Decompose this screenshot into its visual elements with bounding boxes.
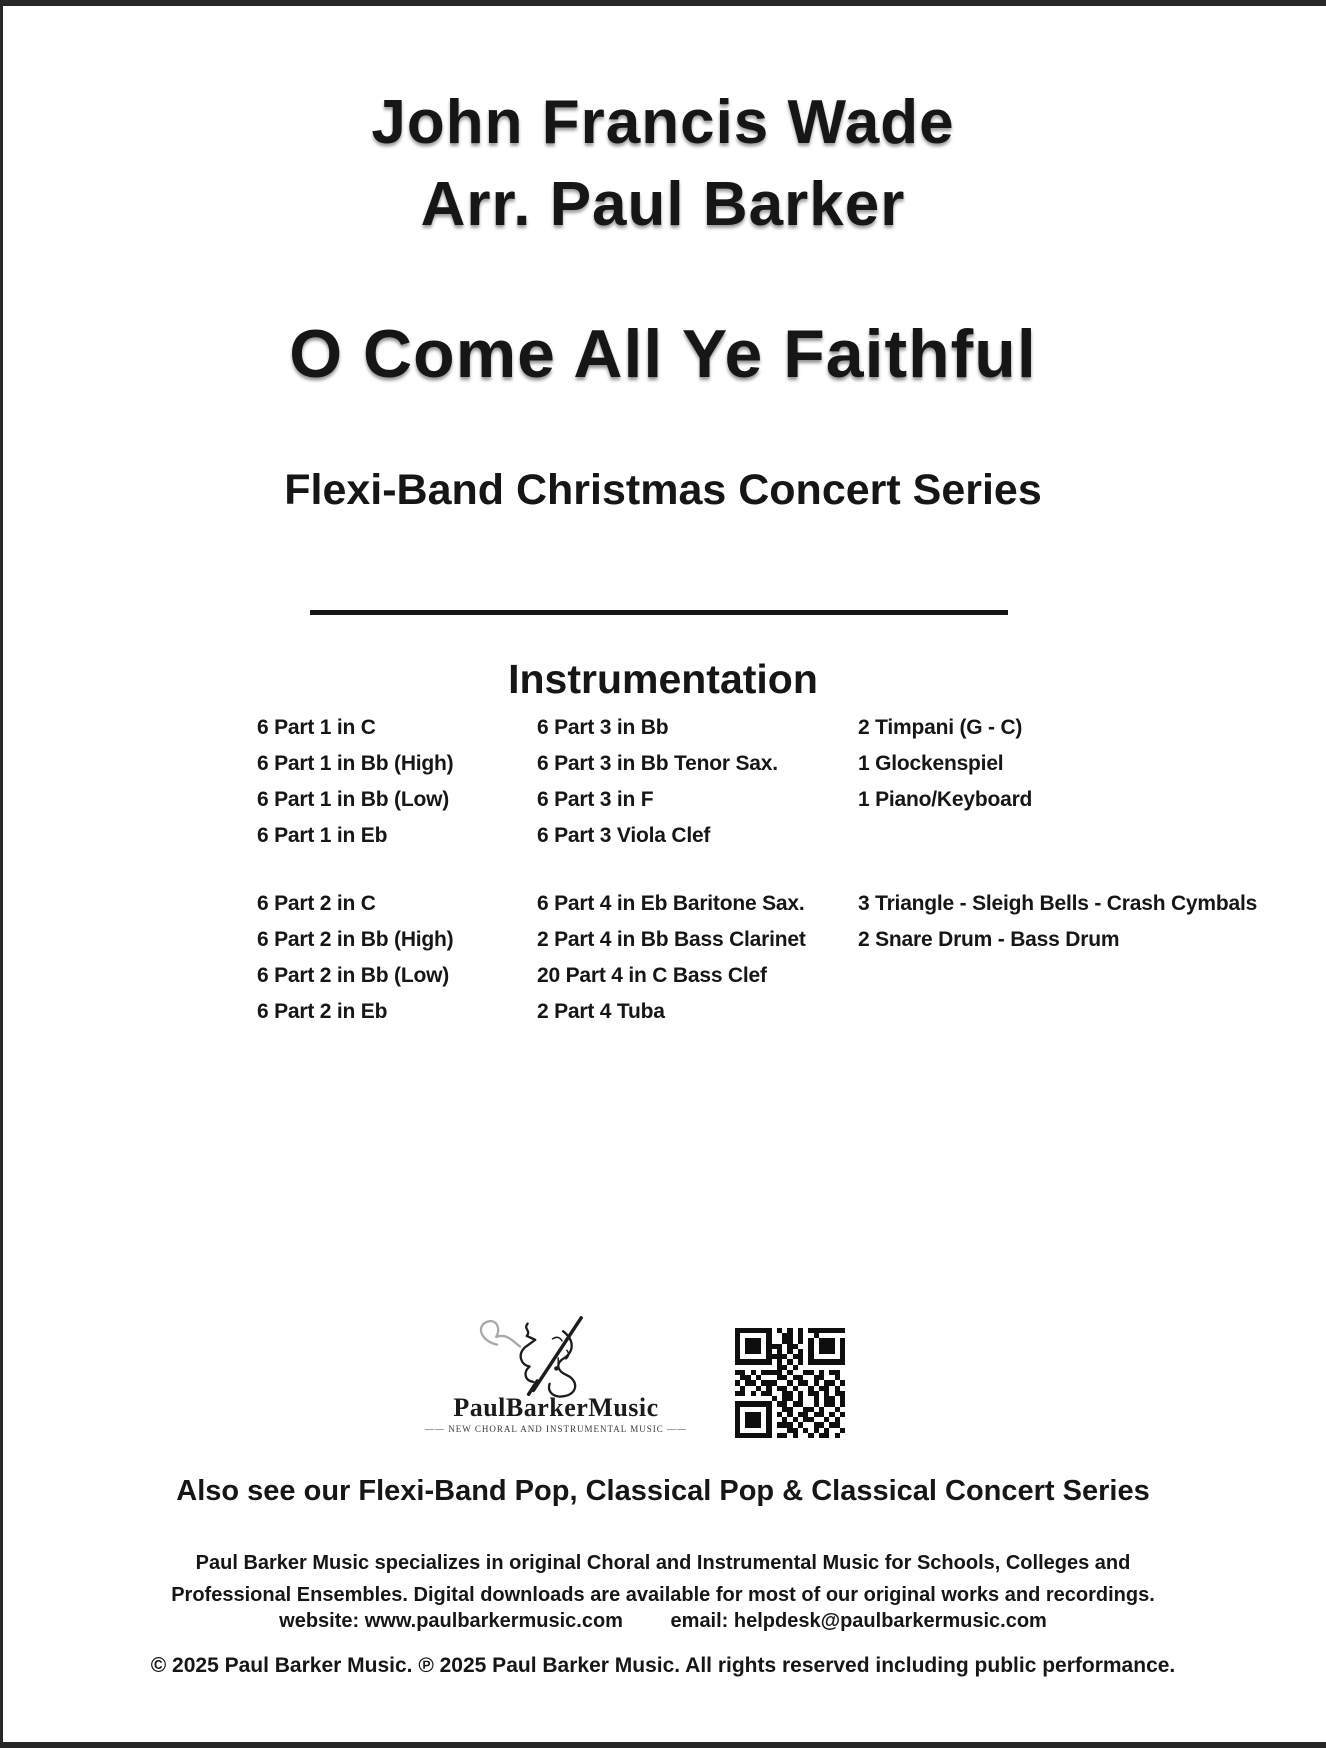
instrument-line: 6 Part 3 in Bb Tenor Sax.	[537, 752, 778, 775]
page-bottom-edge	[0, 1742, 1326, 1748]
arranger-name: Arr. Paul Barker	[420, 170, 906, 239]
instrument-line: 20 Part 4 in C Bass Clef	[537, 964, 767, 987]
instrument-line: 1 Piano/Keyboard	[858, 788, 1033, 811]
instrument-line: 6 Part 1 in Bb (High)	[257, 752, 454, 775]
instrument-line: 6 Part 3 in Bb	[537, 716, 669, 739]
series-title: Flexi-Band Christmas Concert Series	[284, 466, 1042, 514]
part3-group	[537, 710, 806, 886]
part1-group	[257, 710, 453, 886]
publisher-tagline: —— NEW CHORAL AND INSTRUMENTAL MUSIC ——	[425, 1424, 687, 1434]
instrument-line: 3 Triangle - Sleigh Bells - Crash Cymbals	[858, 892, 1258, 915]
instrumentation-heading: Instrumentation	[508, 656, 818, 702]
piece-title: O Come All Ye Faithful	[289, 316, 1037, 392]
website-text: website: www.paulbarkermusic.com	[279, 1610, 623, 1632]
publisher-name: PaulBarkerMusic	[453, 1393, 659, 1422]
instrument-line: 6 Part 2 in Eb	[257, 1000, 388, 1023]
instrument-line: 6 Part 3 Viola Clef	[537, 824, 711, 847]
copyright-line: © 2025 Paul Barker Music. ℗ 2025 Paul Barker Music. All rights reserved including public performance.	[150, 1654, 1176, 1677]
instrument-line: 6 Part 4 in Eb Baritone Sax.	[537, 892, 805, 915]
instrumentation-column-2	[537, 710, 806, 1030]
instrument-line: 6 Part 1 in C	[257, 716, 376, 739]
contact-line	[0, 1606, 1326, 1636]
instrument-line: 6 Part 2 in Bb (High)	[257, 928, 454, 951]
email-text: email: helpdesk@paulbarkermusic.com	[670, 1610, 1047, 1632]
instrument-line: 6 Part 1 in Eb	[257, 824, 388, 847]
divider-line	[310, 610, 1008, 615]
page-top-edge	[0, 0, 1326, 6]
part4-group	[537, 886, 806, 1030]
instrument-line: 2 Snare Drum - Bass Drum	[858, 928, 1120, 951]
instrument-line: 6 Part 2 in C	[257, 892, 376, 915]
cross-promo-text: Also see our Flexi-Band Pop, Classical Pop & Classical Concert Series	[176, 1475, 1150, 1507]
instrument-line: 1 Glockenspiel	[858, 752, 1004, 775]
part2-group	[257, 886, 453, 1030]
instrument-line: 2 Part 4 Tuba	[537, 1000, 665, 1023]
instrumentation-column-3	[858, 710, 1257, 958]
composer-name: John Francis Wade	[371, 88, 955, 157]
violin-logo-icon	[466, 1314, 618, 1400]
instrument-line: 2 Part 4 in Bb Bass Clarinet	[537, 928, 806, 951]
about-text-line2: Professional Ensembles. Digital downloads are available for most of our original works and recordings.	[171, 1584, 1155, 1606]
percussion-group	[858, 886, 1257, 958]
about-text-line1: Paul Barker Music specializes in original Choral and Instrumental Music for Schools, Colleges and	[195, 1552, 1131, 1574]
instrument-line: 6 Part 1 in Bb (Low)	[257, 788, 450, 811]
instrument-line: 6 Part 2 in Bb (Low)	[257, 964, 450, 987]
instrumentation-column-1	[257, 710, 453, 1030]
pitched-percussion-group	[858, 710, 1257, 886]
qr-code	[735, 1328, 845, 1438]
instrument-line: 6 Part 3 in F	[537, 788, 654, 811]
instrument-line: 2 Timpani (G - C)	[858, 716, 1023, 739]
